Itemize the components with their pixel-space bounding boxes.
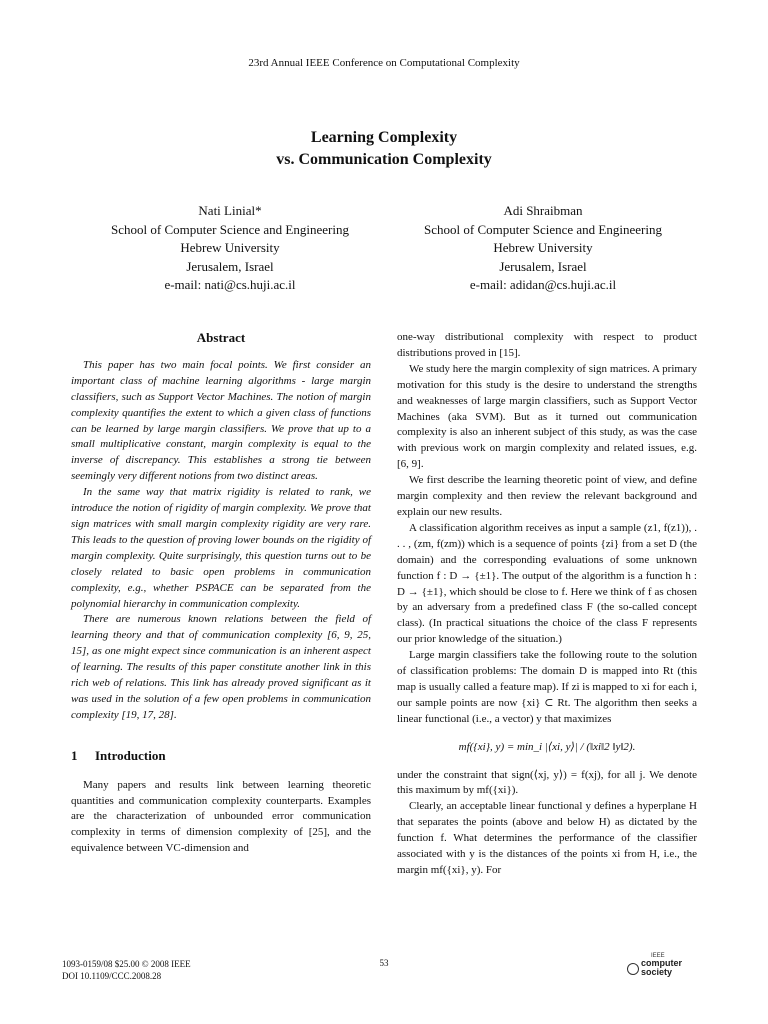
title-line-2: vs. Communication Complexity [276,151,492,168]
title-line-1: Learning Complexity [310,129,458,146]
abstract-heading: Abstract [196,330,246,345]
author-location: Jerusalem, Israel [186,258,274,274]
logo-ieee-text: IEEE [651,953,665,959]
body-paragraph: Clearly, an acceptable linear functional y defines a hyperplane H that separates the points (above and below H) as dictated by the function f. What determines the performance of the classifier associated with y is the distances of the points xi from H, i.e., the margin mf({xi}, y). For [397,800,697,876]
author-block-2 [393,202,693,295]
margin-equation: mf({xi}, y) = min_i |⟨xi, y⟩| / (‖xi‖2 ‖y‖2). [458,740,636,753]
intro-heading [71,748,371,764]
footer-issn: 1093-0159/08 $25.00 © 2008 IEEE [62,959,191,969]
author-university: Hebrew University [180,240,280,255]
body-paragraph: under the constraint that sign(⟨xj, y⟩) = f(xj), for all j. We denote this maximum by mf({xi}). [397,768,697,797]
section-number: 1 [71,747,78,763]
author-email: e-mail: adidan@cs.huji.ac.il [469,277,617,292]
logo-line-2: society [641,967,673,977]
abstract-section [71,330,371,724]
body-paragraph: We study here the margin complexity of sign matrices. A primary motivation for this study is the desire to understand the strengths and weaknesses of large margin classifiers, such as Support Vector Machines (aka SVM). But as it turned out communication complexity is also an inherent subject of this study, as was the case with previous work on margin complexity and related issues, e.g. [6, 9]. [397,362,697,471]
logo-line-1: computer [641,958,683,968]
right-column [397,330,697,879]
conference-header: 23rd Annual IEEE Conference on Computational Complexity [248,57,520,69]
footer-doi: DOI 10.1109/CCC.2008.28 [62,971,162,981]
author-email: e-mail: nati@cs.huji.ac.il [164,277,296,292]
ieee-computer-society-logo [627,953,697,981]
body-paragraph: We first describe the learning theoretic point of view, and define margin complexity and then review the relevant background and explain our new results. [397,474,697,518]
left-column [71,330,371,857]
intro-paragraph-1: Many papers and results link between learning theoretic quantities and communication complexity counterparts. Examples are the characterization of unbounded error communication complexity in terms of dimension complexity of [25], and the equivalence between VC-dimension and [71,778,371,855]
abstract-paragraph-3: There are numerous known relations between the field of learning theory and that of communication complexity [6, 9, 25, 15], as one might expect since communication is an inherent aspect of learning. The results of this paper constitute another link in this rich web of relations. This link has already proved significant as it was used in the solution of a few open problems in communication complexity [19, 17, 28]. [71,613,371,721]
body-paragraph: A classification algorithm receives as input a sample (z1, f(z1)), . . . , (zm, f(zm)) which is a sequence of points {zi} from a set D (the domain) and the corresponding evaluations of some unknown function f : D → {±1}. The output of the algorithm is a function h : D → {±1}, which should be close to f. Here we think of f as chosen by an adversary from a predefined class F (the so-called concept class). (In practical situations the choice of the class F represents our prior knowledge of the situation.) [397,521,697,646]
author-block-1 [80,202,380,295]
abstract-paragraph-1: This paper has two main focal points. We first consider an important class of machine learning algorithms - large margin classifiers, such as Support Vector Machines. The notion of margin complexity quantifies the extent to which a given class of functions can be learned by large margin classifiers. We prove that up to a small multiplicative constant, margin complexity is equal to the inverse of discrepancy. This establishes a strong tie between seemingly very different notions from two distinct areas. [71,358,371,483]
page-number: 53 [379,958,389,968]
logo-globe-icon [627,963,639,975]
author-name: Nati Linial* [198,203,262,218]
paper-title [0,127,768,171]
body-paragraph-continued: one-way distributional complexity with respect to product distributions proved in [15]. [397,331,697,359]
body-paragraph: Large margin classifiers take the following route to the solution of classification problems: The domain D is mapped into Rt (this map is usually called a feature map). If zi is mapped to xi for each i, our sample points are now {xi} ⊂ Rt. The algorithm then seeks a linear functional (i.e., a vector) y that maximizes [397,649,697,725]
author-location: Jerusalem, Israel [499,258,587,274]
author-affiliation: School of Computer Science and Engineering [424,221,662,237]
author-university: Hebrew University [493,240,593,255]
logo-wordmark [641,959,682,977]
abstract-paragraph-2: In the same way that matrix rigidity is related to rank, we introduce the notion of rigidity of margin complexity. We prove that sign matrices with small margin complexity rigidity are very rare. This leads to the question of proving lower bounds on the rigidity of margin complexity. Quite surprisingly, this question turns out to be closely related to basic open problems in communication complexity, e.g., whether PSPACE can be separated from the polynomial hierarchy in communication complexity. [71,486,371,610]
author-affiliation: School of Computer Science and Engineering [111,221,349,237]
author-name: Adi Shraibman [503,203,583,218]
section-title: Introduction [95,747,166,763]
